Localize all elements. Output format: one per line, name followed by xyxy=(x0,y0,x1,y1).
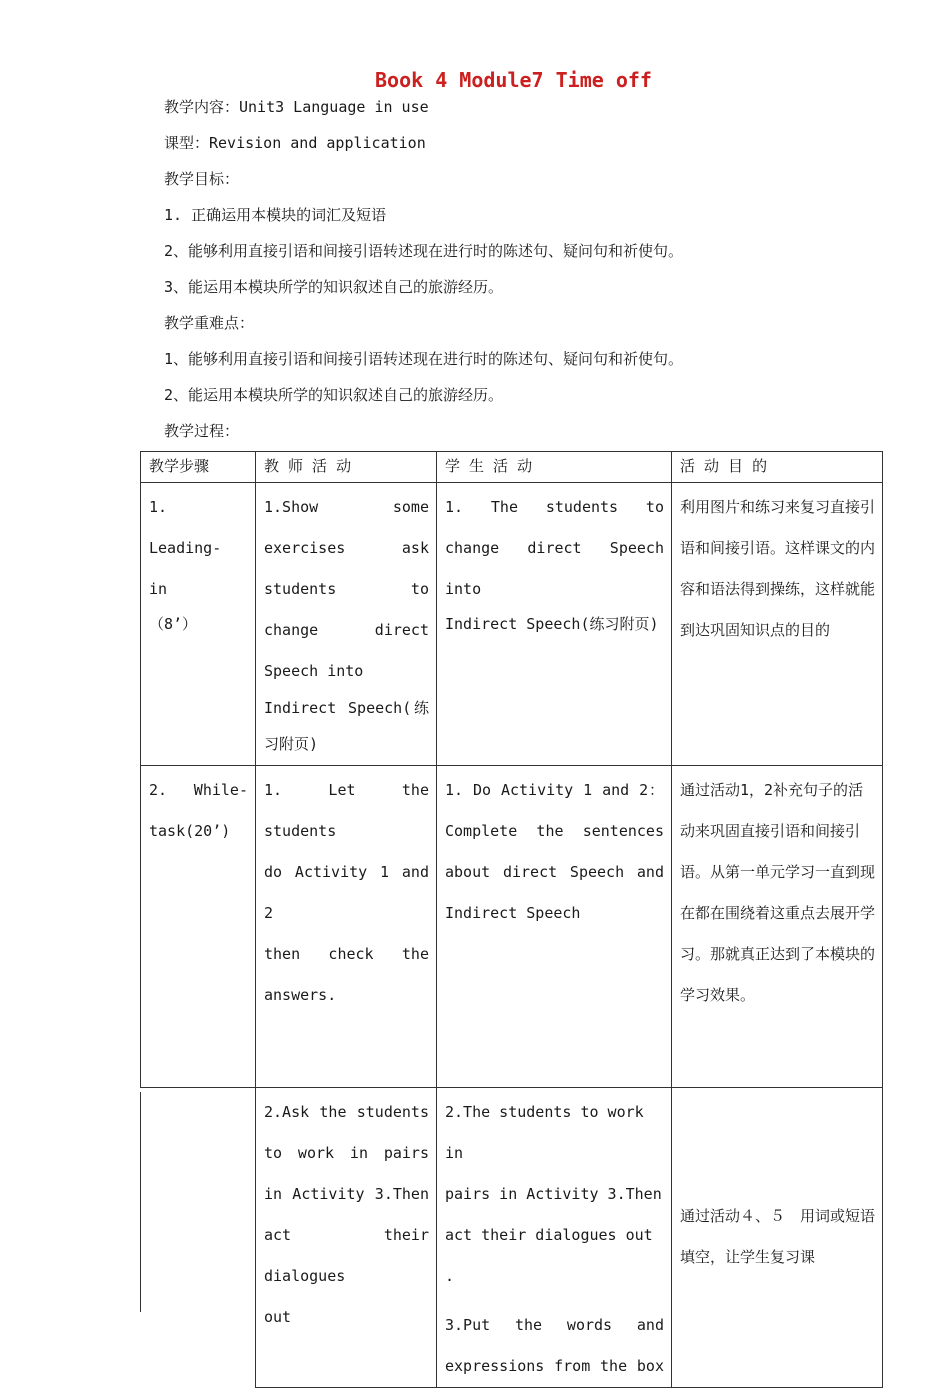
cell-line: 3.Put the words and xyxy=(445,1316,664,1334)
header-student: 学 生 活 动 xyxy=(437,452,672,483)
purpose-cell: 通过活动1，2补充句子的活动来巩固直接引语和间接引语。从第一单元学习一直到现在都在围绕着这重点去展开学习。那就真正达到了本模块的学习效果。 xyxy=(672,766,883,1088)
step-cell xyxy=(141,483,256,766)
goals-heading: 教学目标： xyxy=(164,170,240,188)
table-left-edge xyxy=(140,1092,141,1312)
cell-line: act their dialogues out . xyxy=(445,1226,653,1285)
table-row xyxy=(141,483,883,766)
cell-line: do Activity 1 and 2 xyxy=(264,863,429,922)
cell-line: 习附页) xyxy=(264,735,319,753)
cell-line: 1. The students to xyxy=(445,498,664,516)
cell-line: change direct xyxy=(264,621,429,639)
cell-line: to work in pairs xyxy=(264,1144,429,1162)
teacher-activity-cell xyxy=(256,1088,437,1388)
header-teacher: 教 师 活 动 xyxy=(256,452,437,483)
cell-line: change direct Speech into xyxy=(445,539,664,598)
cell-line: 1. Let the students xyxy=(264,781,429,840)
cell-line: answers. xyxy=(264,986,337,1004)
cell-line: in Activity 3.Then xyxy=(264,1185,429,1203)
cell-line: 2.Ask the students xyxy=(264,1103,429,1121)
student-activity-cell xyxy=(437,483,672,766)
cell-line: then check the xyxy=(264,945,429,963)
key-point-item: 2、能运用本模块所学的知识叙述自己的旅游经历。 xyxy=(164,386,504,404)
cell-line: expressions from the box xyxy=(445,1357,664,1375)
cell-line: Indirect Speech xyxy=(445,904,581,922)
document-title: Book 4 Module7 Time off xyxy=(375,68,652,92)
lesson-content: 教学内容：Unit3 Language in use xyxy=(164,98,429,116)
table-row xyxy=(141,1088,883,1388)
purpose-cell: 通过活动４、５ 用词或短语填空，让学生复习课 xyxy=(672,1088,883,1388)
cell-line: Indirect Speech(练 xyxy=(264,699,429,717)
table-header-row xyxy=(141,452,883,483)
cell-line: Indirect Speech(练习附页) xyxy=(445,615,659,633)
cell-line: 2.The students to work in xyxy=(445,1103,644,1162)
step-text: in xyxy=(149,580,168,598)
cell-line: about direct Speech and xyxy=(445,863,664,881)
teacher-activity-cell xyxy=(256,766,437,1088)
cell-line: act their dialogues xyxy=(264,1226,429,1285)
cell-line: out xyxy=(264,1308,292,1326)
cell-line: 1.Show some xyxy=(264,498,429,516)
cell-line: Complete the sentences xyxy=(445,822,664,840)
process-heading: 教学过程： xyxy=(164,422,240,440)
lesson-plan-table xyxy=(140,451,883,1388)
key-points-heading: 教学重难点： xyxy=(164,314,255,332)
step-text: 2. While- xyxy=(149,781,248,799)
step-text: task(20’) xyxy=(149,822,231,840)
step-cell xyxy=(141,766,256,1088)
goal-item: 2、能够利用直接引语和间接引语转述现在进行时的陈述句、疑问句和祈使句。 xyxy=(164,242,684,260)
cell-line: students to xyxy=(264,580,429,598)
student-activity-cell xyxy=(437,766,672,1088)
step-text: 1. Leading- xyxy=(149,498,222,557)
step-cell-continued xyxy=(141,1088,256,1388)
header-step: 教学步骤 xyxy=(141,452,256,483)
table-row xyxy=(141,766,883,1088)
student-activity-cell xyxy=(437,1088,672,1388)
key-point-item: 1、能够利用直接引语和间接引语转述现在进行时的陈述句、疑问句和祈使句。 xyxy=(164,350,684,368)
cell-line: pairs in Activity 3.Then xyxy=(445,1185,662,1203)
teacher-activity-cell xyxy=(256,483,437,766)
lesson-type: 课型：Revision and application xyxy=(164,134,426,152)
goal-item: 3、能运用本模块所学的知识叙述自己的旅游经历。 xyxy=(164,278,504,296)
purpose-cell: 利用图片和练习来复习直接引语和间接引语。这样课文的内容和语法得到操练，这样就能到达巩固知识点的目的 xyxy=(672,483,883,766)
goal-item: 1. 正确运用本模块的词汇及短语 xyxy=(164,206,387,224)
header-purpose: 活 动 目 的 xyxy=(672,452,883,483)
cell-line: exercises ask xyxy=(264,539,429,557)
cell-line: 1. Do Activity 1 and 2： xyxy=(445,781,664,799)
cell-line: Speech into xyxy=(264,662,364,680)
step-duration: （8’） xyxy=(149,615,198,633)
